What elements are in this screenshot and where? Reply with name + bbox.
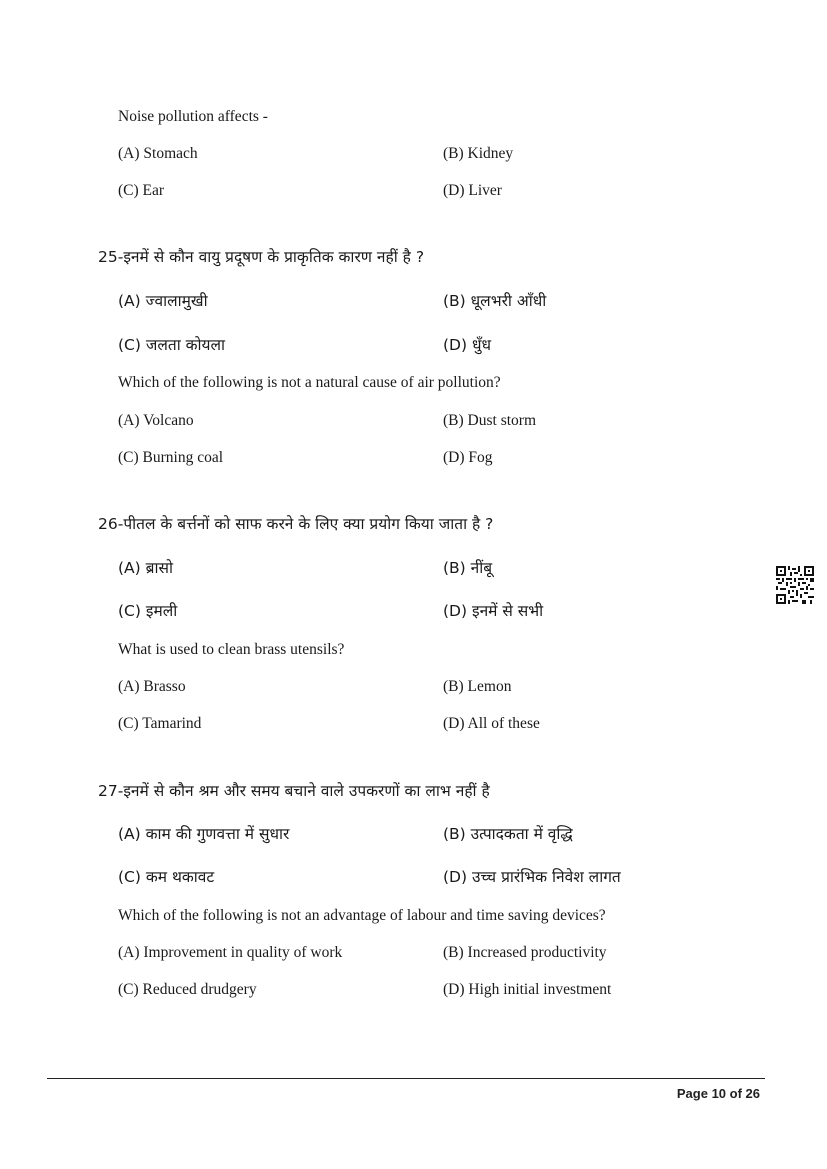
question-text: Which of the following is not a natural cause of air pollution? [118,374,501,391]
option-c: (C) Reduced drudgery [118,981,257,998]
option-a-hindi: (A) काम की गुणवत्ता में सुधार [118,825,290,843]
option-a: (A) Improvement in quality of work [118,944,343,961]
option-a-hindi: (A) ब्रासो [118,559,173,577]
option-d-hindi: (D) धुँध [443,336,492,354]
option-c: (C) Tamarind [118,715,202,732]
option-a: (A) Stomach [118,145,198,162]
option-d: (D) High initial investment [443,981,612,998]
option-d-hindi: (D) उच्च प्रारंभिक निवेश लागत [443,868,621,886]
option-d: (D) Liver [443,182,502,199]
option-c-hindi: (C) जलता कोयला [118,336,226,354]
option-d: (D) All of these [443,715,540,732]
page-number: Page 10 of 26 [676,1086,760,1101]
question-text: Which of the following is not an advantage of labour and time saving devices? [118,907,606,924]
option-a-hindi: (A) ज्वालामुखी [118,292,208,310]
option-b: (B) Lemon [443,678,512,695]
option-a: (A) Brasso [118,678,186,695]
option-b: (B) Increased productivity [443,944,607,961]
option-c-hindi: (C) इमली [118,602,178,620]
footer-divider [47,1078,765,1079]
option-a: (A) Volcano [118,412,194,429]
option-b-hindi: (B) धूलभरी आँधी [443,292,547,310]
option-c: (C) Burning coal [118,449,224,466]
qr-code-icon [776,566,814,604]
option-b: (B) Dust storm [443,412,536,429]
option-b-hindi: (B) उत्पादकता में वृद्धि [443,825,573,843]
question-text-hindi: 25-इनमें से कौन वायु प्रदूषण के प्राकृतिक कारण नहीं है ? [98,248,425,266]
option-c: (C) Ear [118,182,165,199]
option-d-hindi: (D) इनमें से सभी [443,602,544,620]
option-d: (D) Fog [443,449,493,466]
question-text-hindi: 27-इनमें से कौन श्रम और समय बचाने वाले उपकरणों का लाभ नहीं है [98,782,490,800]
question-text: Noise pollution affects - [118,108,268,125]
option-c-hindi: (C) कम थकावट [118,868,215,886]
question-text: What is used to clean brass utensils? [118,641,345,658]
option-b: (B) Kidney [443,145,514,162]
option-b-hindi: (B) नींबू [443,559,493,577]
question-text-hindi: 26-पीतल के बर्त्तनों को साफ करने के लिए क्या प्रयोग किया जाता है ? [98,515,494,533]
